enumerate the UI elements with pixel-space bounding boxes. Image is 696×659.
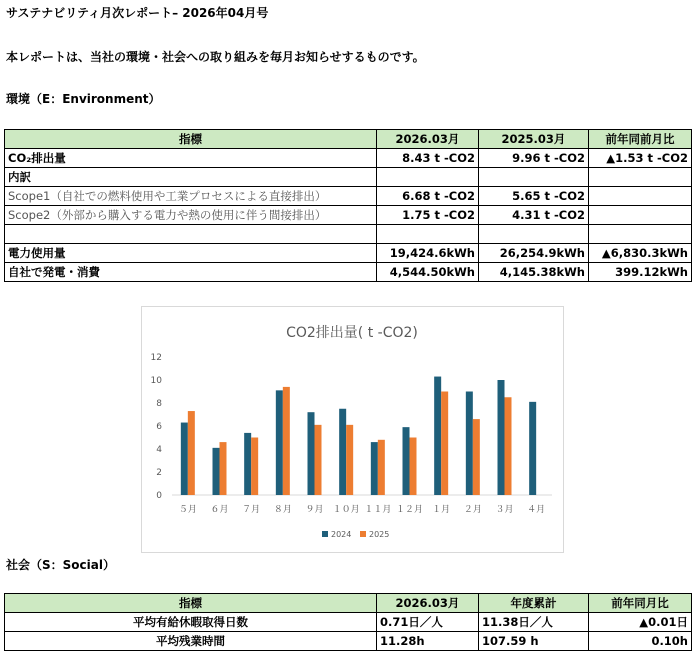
table-row xyxy=(5,225,692,244)
cell-prev: 26,254.9kWh xyxy=(479,244,589,263)
y-tick-label: 2 xyxy=(156,468,162,478)
x-tick-label: ８月 xyxy=(273,505,292,515)
row-label: Scope1（自社での燃料使用や工業プロセスによる直接排出） xyxy=(5,187,377,206)
social-col-metric: 指標 xyxy=(5,594,377,613)
x-tick-label: ２月 xyxy=(463,505,482,515)
bar-2024 xyxy=(371,442,378,495)
bar-2024 xyxy=(434,377,441,495)
co2-chart-svg xyxy=(142,307,563,552)
cell-current: 6.68 t -CO2 xyxy=(377,187,479,206)
env-col-prev: 2025.03月 xyxy=(479,130,589,149)
bar-2025 xyxy=(378,440,385,495)
bar-2025 xyxy=(188,411,195,495)
report-intro: 本レポートは、当社の環境・社会への取り組みを毎月お知らせするものです。 xyxy=(6,50,425,64)
row-label xyxy=(5,225,377,244)
cell-prev: 4,145.38kWh xyxy=(479,263,589,282)
x-tick-label: ９月 xyxy=(305,505,324,515)
bar-2024 xyxy=(466,392,473,496)
cell-current xyxy=(377,225,479,244)
chart-title: CO2排出量( t -CO2) xyxy=(286,325,418,341)
env-col-metric: 指標 xyxy=(5,130,377,149)
cell-current: 4,544.50kWh xyxy=(377,263,479,282)
row-label: 自社で発電・消費 xyxy=(5,263,377,282)
env-header-row xyxy=(5,130,692,149)
x-tick-label: ６月 xyxy=(210,505,229,515)
table-row xyxy=(5,244,692,263)
legend-swatch xyxy=(360,531,366,537)
table-row xyxy=(5,206,692,225)
row-label: 内訳 xyxy=(5,168,377,187)
table-row xyxy=(5,168,692,187)
report-title: サステナビリティ月次レポート– 2026年04月号 xyxy=(6,6,269,20)
bar-2024 xyxy=(529,402,536,495)
cell-diff xyxy=(589,168,692,187)
env-table xyxy=(4,129,692,282)
bar-2025 xyxy=(346,425,353,495)
bar-2025 xyxy=(473,419,480,495)
table-row xyxy=(5,149,692,168)
x-tick-label: ５月 xyxy=(178,505,197,515)
x-tick-label: １０月 xyxy=(332,505,360,515)
cell-diff: 399.12kWh xyxy=(589,263,692,282)
bar-2024 xyxy=(308,412,315,495)
env-col-diff: 前年同前月比 xyxy=(589,130,692,149)
cell-diff: ▲0.01日 xyxy=(589,613,692,632)
row-label: Scope2（外部から購入する電力や熱の使用に伴う間接排出） xyxy=(5,206,377,225)
social-col-current: 2026.03月 xyxy=(377,594,479,613)
cell-current: 19,424.6kWh xyxy=(377,244,479,263)
cell-diff: ▲1.53 t -CO2 xyxy=(589,149,692,168)
y-tick-label: 4 xyxy=(156,445,162,455)
y-tick-label: 12 xyxy=(150,353,162,363)
bar-2025 xyxy=(441,392,448,496)
cell-current: 1.75 t -CO2 xyxy=(377,206,479,225)
y-tick-label: 0 xyxy=(156,491,162,501)
table-row xyxy=(5,263,692,282)
bar-2024 xyxy=(181,423,188,495)
bar-2024 xyxy=(339,409,346,495)
bar-2024 xyxy=(498,380,505,495)
legend-label: 2025 xyxy=(369,530,390,539)
cell-diff: 0.10h xyxy=(589,632,692,651)
cell-current: 11.28h xyxy=(377,632,479,651)
table-row xyxy=(5,187,692,206)
bar-2025 xyxy=(315,425,322,495)
bar-2024 xyxy=(403,427,410,495)
row-label: 平均残業時間 xyxy=(5,632,377,651)
cell-current: 0.71日／人 xyxy=(377,613,479,632)
social-heading: 社会（S：Social） xyxy=(6,558,115,572)
cell-prev xyxy=(479,168,589,187)
x-tick-label: １月 xyxy=(432,505,451,515)
legend-swatch xyxy=(322,531,328,537)
bar-2025 xyxy=(220,442,227,495)
bar-2025 xyxy=(283,387,290,495)
env-col-current: 2026.03月 xyxy=(377,130,479,149)
table-row xyxy=(5,632,692,651)
cell-prev: 9.96 t -CO2 xyxy=(479,149,589,168)
y-tick-label: 6 xyxy=(156,422,162,432)
cell-diff xyxy=(589,225,692,244)
cell-ytd: 11.38日／人 xyxy=(479,613,589,632)
bar-2024 xyxy=(244,433,251,495)
cell-prev xyxy=(479,225,589,244)
x-tick-label: １１月 xyxy=(364,505,392,515)
cell-current: 8.43 t -CO2 xyxy=(377,149,479,168)
cell-prev: 4.31 t -CO2 xyxy=(479,206,589,225)
bar-2025 xyxy=(505,397,512,495)
cell-prev: 5.65 t -CO2 xyxy=(479,187,589,206)
bar-2025 xyxy=(251,438,258,496)
y-tick-label: 8 xyxy=(156,399,162,409)
social-header-row xyxy=(5,594,692,613)
cell-diff xyxy=(589,206,692,225)
cell-diff xyxy=(589,187,692,206)
x-tick-label: ４月 xyxy=(527,505,546,515)
bar-2024 xyxy=(276,390,283,495)
env-heading: 環境（E：Environment） xyxy=(6,92,161,106)
cell-diff: ▲6,830.3kWh xyxy=(589,244,692,263)
bar-2024 xyxy=(213,448,220,495)
row-label: 電力使用量 xyxy=(5,244,377,263)
row-label: 平均有給休暇取得日数 xyxy=(5,613,377,632)
social-col-ytd: 年度累計 xyxy=(479,594,589,613)
legend-label: 2024 xyxy=(331,530,352,539)
social-table xyxy=(4,593,692,651)
cell-ytd: 107.59 h xyxy=(479,632,589,651)
y-tick-label: 10 xyxy=(150,376,162,386)
x-tick-label: ３月 xyxy=(495,505,514,515)
row-label: CO₂排出量 xyxy=(5,149,377,168)
x-tick-label: １２月 xyxy=(395,505,424,515)
bar-2025 xyxy=(410,438,417,496)
x-tick-label: ７月 xyxy=(242,505,261,515)
co2-chart xyxy=(141,306,564,553)
cell-current xyxy=(377,168,479,187)
social-col-diff: 前年同月比 xyxy=(589,594,692,613)
table-row xyxy=(5,613,692,632)
